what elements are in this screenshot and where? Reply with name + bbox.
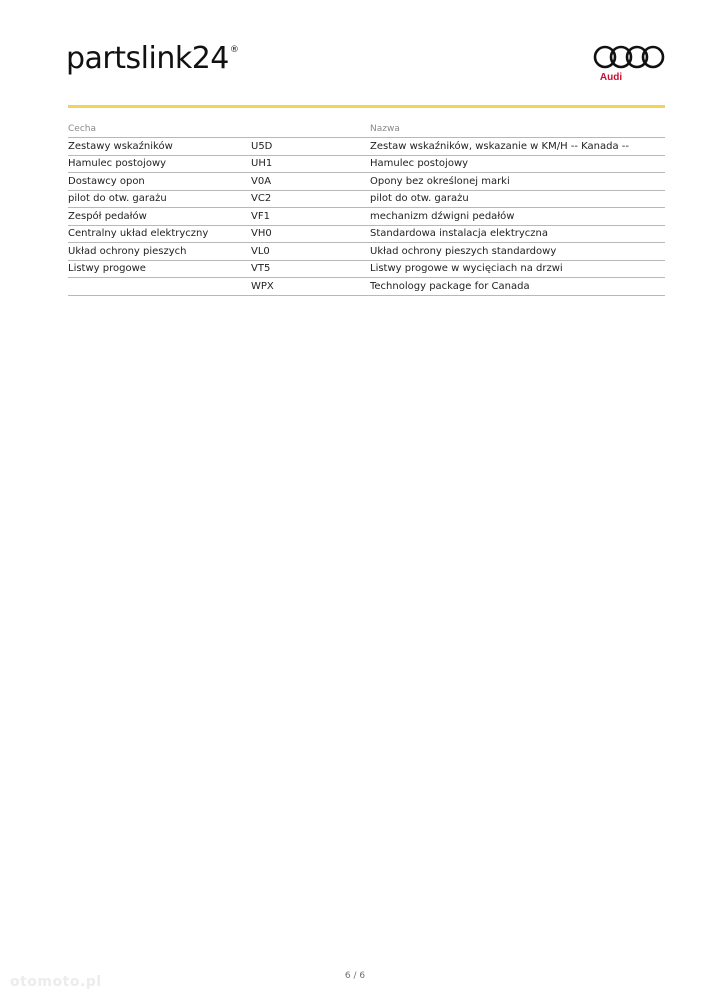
cell-code: VT5 xyxy=(251,260,370,278)
table-row xyxy=(68,208,665,226)
cell-nazwa: Opony bez określonej marki xyxy=(370,173,665,191)
audi-logo xyxy=(592,44,666,88)
cell-cecha: pilot do otw. garażu xyxy=(68,190,251,208)
partslink24-logo xyxy=(66,41,239,76)
table-row xyxy=(68,173,665,191)
cell-nazwa: pilot do otw. garażu xyxy=(370,190,665,208)
page-number: 6 / 6 xyxy=(344,971,366,981)
cell-nazwa: Zestaw wskaźników, wskazanie w KM/H -- Kanada -- xyxy=(370,138,665,156)
cell-nazwa: Standardowa instalacja elektryczna xyxy=(370,225,665,243)
partslink24-logo-text: partslink24 xyxy=(66,41,229,76)
cell-code: WPX xyxy=(251,278,370,296)
cell-cecha: Zespół pedałów xyxy=(68,208,251,226)
table-row xyxy=(68,138,665,156)
cell-nazwa: Technology package for Canada xyxy=(370,278,665,296)
cell-code: VC2 xyxy=(251,190,370,208)
cell-code: VF1 xyxy=(251,208,370,226)
table-row xyxy=(68,278,665,296)
table-row xyxy=(68,155,665,173)
equipment-table xyxy=(68,119,665,296)
header-divider xyxy=(68,105,665,108)
cell-nazwa: Listwy progowe w wycięciach na drzwi xyxy=(370,260,665,278)
table-row xyxy=(68,260,665,278)
cell-cecha: Hamulec postojowy xyxy=(68,155,251,173)
cell-code: UH1 xyxy=(251,155,370,173)
audi-logo-text: Audi xyxy=(599,72,623,83)
table-header-row xyxy=(68,119,665,138)
table-row xyxy=(68,190,665,208)
cell-nazwa: mechanizm dźwigni pedałów xyxy=(370,208,665,226)
page-header xyxy=(0,0,710,110)
table-row xyxy=(68,225,665,243)
cell-code: VH0 xyxy=(251,225,370,243)
column-header-code xyxy=(251,119,370,138)
cell-nazwa: Hamulec postojowy xyxy=(370,155,665,173)
watermark: otomoto.pl xyxy=(10,974,102,990)
cell-cecha: Zestawy wskaźników xyxy=(68,138,251,156)
cell-code: VL0 xyxy=(251,243,370,261)
cell-nazwa: Układ ochrony pieszych standardowy xyxy=(370,243,665,261)
cell-code: V0A xyxy=(251,173,370,191)
column-header-cecha: Cecha xyxy=(68,119,251,138)
cell-cecha: Listwy progowe xyxy=(68,260,251,278)
cell-cecha: Układ ochrony pieszych xyxy=(68,243,251,261)
column-header-nazwa: Nazwa xyxy=(370,119,665,138)
audi-rings-icon xyxy=(592,44,666,70)
registered-mark: ® xyxy=(229,45,239,55)
cell-cecha: Centralny układ elektryczny xyxy=(68,225,251,243)
cell-code: U5D xyxy=(251,138,370,156)
table-row xyxy=(68,243,665,261)
cell-cecha: Dostawcy opon xyxy=(68,173,251,191)
cell-cecha xyxy=(68,278,251,296)
